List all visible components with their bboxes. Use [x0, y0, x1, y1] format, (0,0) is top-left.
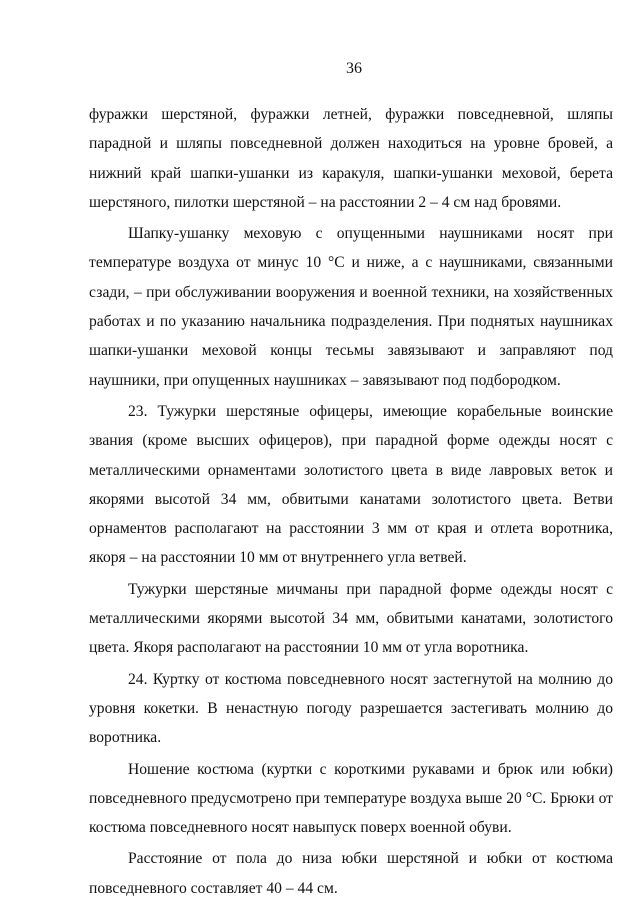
page-number: 36: [346, 60, 362, 77]
paragraph-item-24-jacket: 24. Куртку от костюма повседневного носят застегнутой на молнию до уровня кокетки. В ненастную погоду разрешается застегивать молнию до воротника.: [89, 670, 613, 747]
document-body: [89, 100, 613, 903]
paragraph-fur-hat: Шапку-ушанку меховую с опущенными наушниками носят при температуре воздуха от минус 10 °С и ниже, а с наушниками, связанными сзади, – при обслуживании вооружения и военной техники, на хозяйственных работах и по указанию начальника подразделения. При поднятых наушниках шапки-ушанки меховой концы тесьмы завязывают и заправляют под наушники, при опущенных наушниках – завязывают под подбородком.: [89, 225, 613, 389]
paragraph-item-23-officers: 23. Тужурки шерстяные офицеры, имеющие корабельные воинские звания (кроме высших офицеров), при парадной форме одежды носят с металлическими орнаментами золотистого цвета в виде лавровых веток и якорями высотой 34 мм, обвитыми канатами золотистого цвета. Ветви орнаментов располагают на расстоянии 3 мм от края и отлета воротника, якоря – на расстоянии 10 мм от внутреннего угла ветвей.: [89, 402, 613, 567]
paragraph-item-23-warrant-officers: Тужурки шерстяные мичманы при парадной форме одежды носят с металлическими якорями высотой 34 мм, обвитыми канатами, золотистого цвета. Якоря располагают на расстоянии 10 мм от угла воротника.: [89, 580, 613, 657]
paragraph-skirt-length: Расстояние от пола до низа юбки шерстяной и юбки от костюма повседневного составляет 40 – 44 см.: [89, 850, 613, 897]
paragraph-continuation: фуражки шерстяной, фуражки летней, фуражки повседневной, шляпы парадной и шляпы повседневной должен находиться на уровне бровей, а нижний край шапки-ушанки из каракуля, шапки-ушанки меховой, берета шерстяного, пилотки шерстяной – на расстоянии 2 – 4 см над бровями.: [89, 106, 613, 211]
paragraph-costume-wearing: Ношение костюма (куртки с короткими рукавами и брюк или юбки) повседневного предусмотрено при температуре воздуха выше 20 °С. Брюки от костюма повседневного носят навыпуск поверх военной обуви.: [89, 760, 613, 837]
